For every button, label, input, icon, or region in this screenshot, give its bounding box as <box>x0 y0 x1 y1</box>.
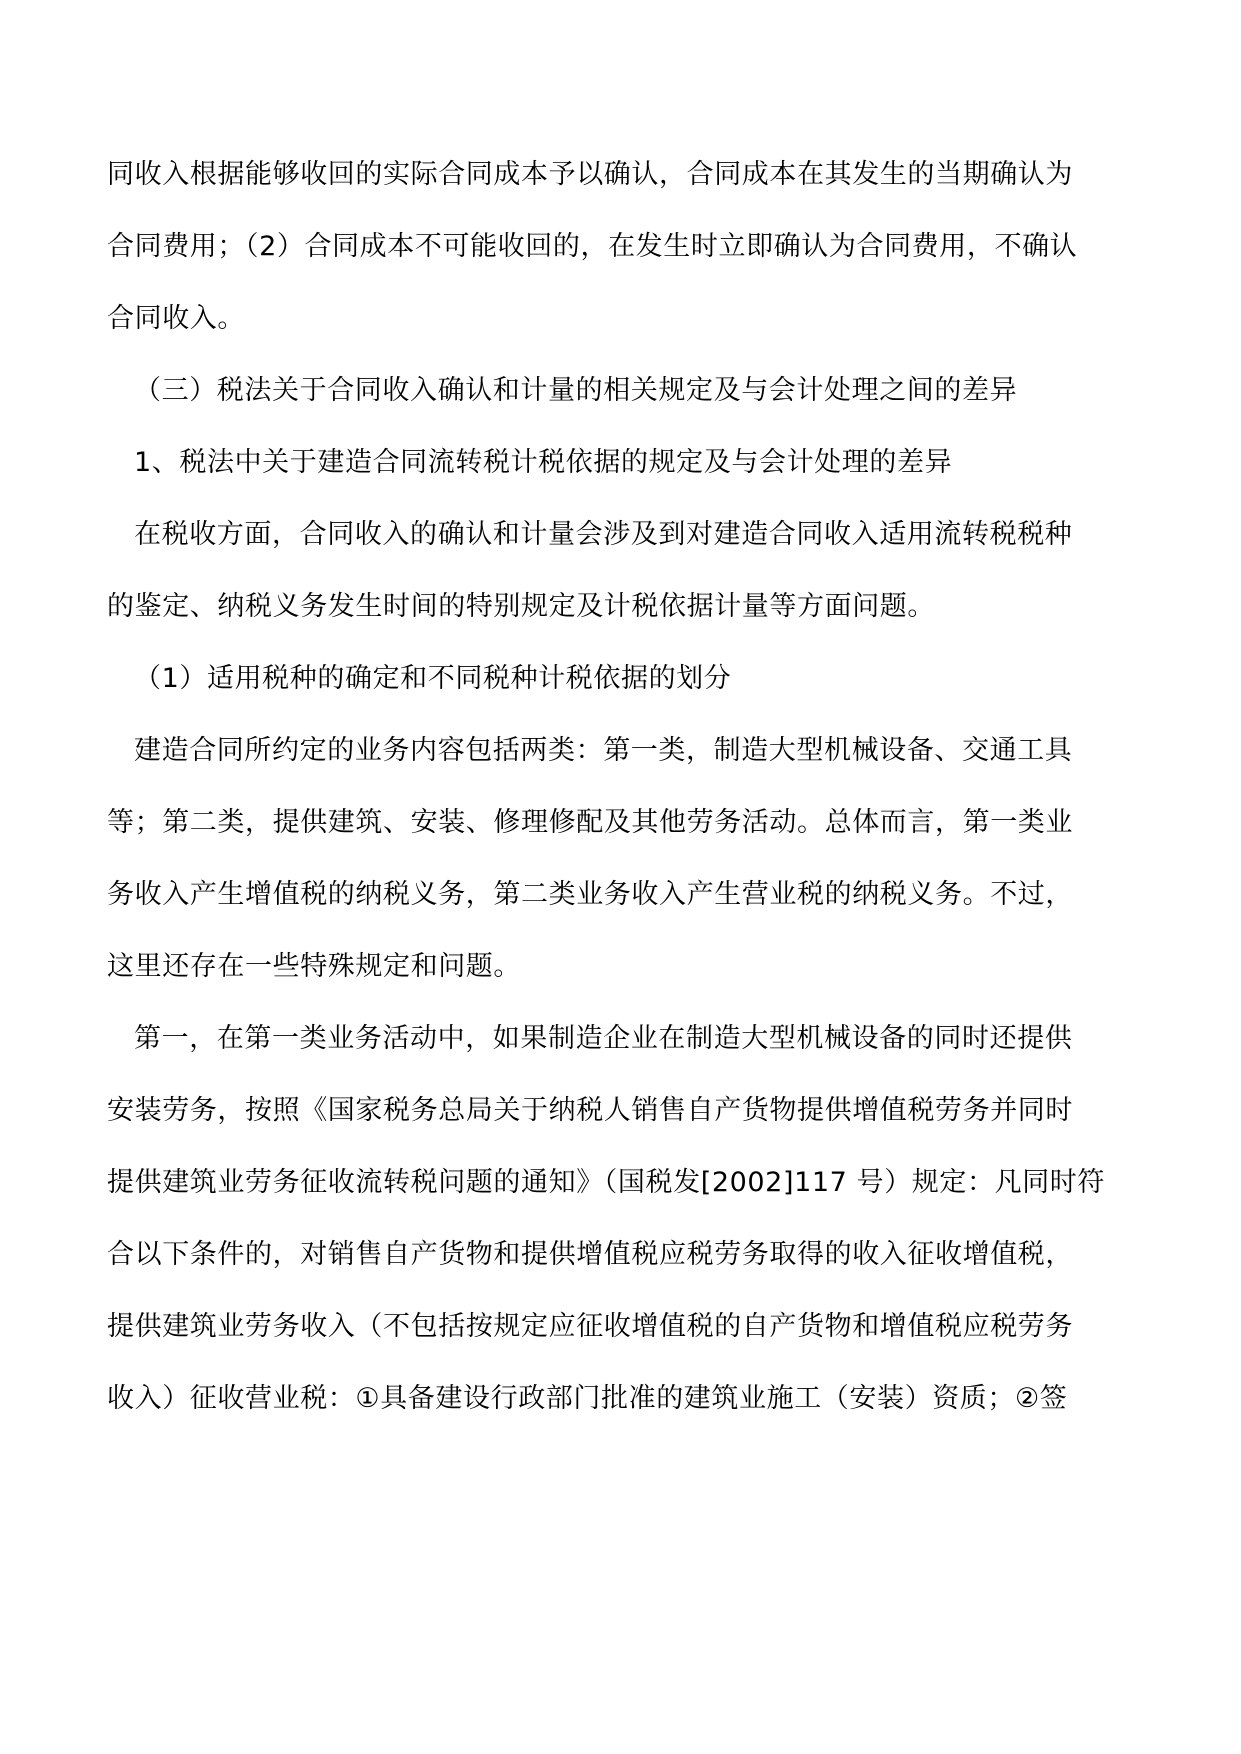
text-line: 务收入产生增值税的纳税义务，第二类业务收入产生营业税的纳税义务。不过， <box>107 879 1073 910</box>
section-heading: （三）税法关于合同收入确认和计量的相关规定及与会计处理之间的差异 <box>134 375 1018 406</box>
text-line: 等；第二类，提供建筑、安装、修理修配及其他劳务活动。总体而言，第一类业 <box>107 807 1073 838</box>
text-line: 合以下条件的，对销售自产货物和提供增值税应税劳务取得的收入征收增值税， <box>107 1239 1073 1270</box>
text-line: 提供建筑业劳务收入（不包括按规定应征收增值税的自产货物和增值税应税劳务 <box>107 1311 1073 1342</box>
text-line: 安装劳务，按照《国家税务总局关于纳税人销售自产货物提供增值税劳务并同时 <box>107 1095 1073 1126</box>
text-line: 同收入根据能够收回的实际合同成本予以确认，合同成本在其发生的当期确认为 <box>107 159 1073 190</box>
text-line: 合同收入。 <box>107 303 245 334</box>
text-line: 提供建筑业劳务征收流转税问题的通知》（国税发[2002]117 号）规定：凡同时符 <box>107 1167 1105 1198</box>
text-line: 第一，在第一类业务活动中，如果制造企业在制造大型机械设备的同时还提供 <box>134 1023 1073 1054</box>
text-line: 这里还存在一些特殊规定和问题。 <box>107 951 521 982</box>
subsection-heading: （1）适用税种的确定和不同税种计税依据的划分 <box>134 663 732 694</box>
subsection-heading: 1、税法中关于建造合同流转税计税依据的规定及与会计处理的差异 <box>134 447 953 478</box>
text-line: 的鉴定、纳税义务发生时间的特别规定及计税依据计量等方面问题。 <box>107 591 935 622</box>
text-line: 建造合同所约定的业务内容包括两类：第一类，制造大型机械设备、交通工具 <box>134 735 1073 766</box>
text-line: 合同费用；（2）合同成本不可能收回的，在发生时立即确认为合同费用，不确认 <box>107 231 1078 262</box>
text-line: 在税收方面，合同收入的确认和计量会涉及到对建造合同收入适用流转税税种 <box>134 519 1073 550</box>
text-line: 收入）征收营业税：①具备建设行政部门批准的建筑业施工（安装）资质；②签 <box>107 1383 1068 1414</box>
